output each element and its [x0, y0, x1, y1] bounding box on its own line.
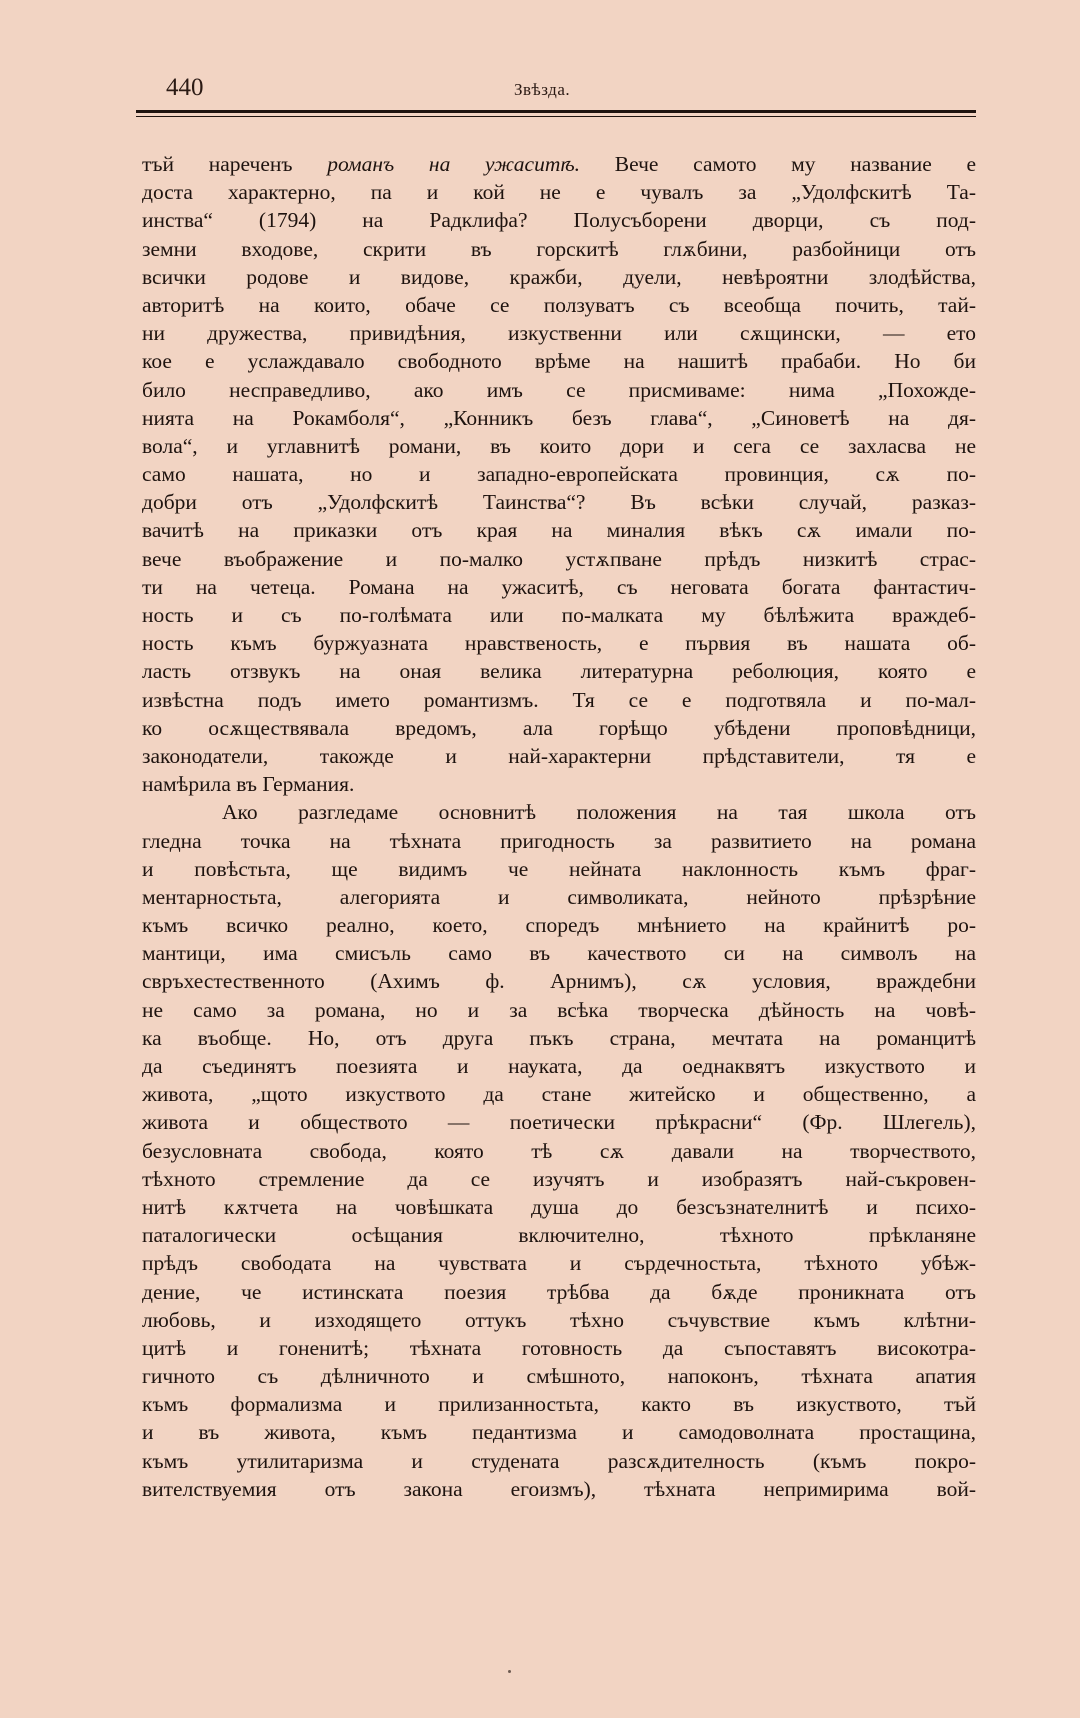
- text-line: паталогически осѣщания включително, тѣхното прѣкланяне: [142, 1223, 976, 1248]
- text-line: цитѣ и гоненитѣ; тѣхната готовность да съпоставятъ високотра-: [142, 1335, 976, 1360]
- text-line: гледна точка на тѣхната пригодность за развитието на романа: [142, 828, 976, 853]
- header-rule-thick: [136, 110, 976, 113]
- italic-term: романъ на ужаситѣ.: [327, 152, 581, 176]
- text-line: намѣрила въ Германия.: [142, 772, 355, 797]
- text-line: добри отъ „Удолфскитѣ Таинства“? Въ всѣки случай, разказ-: [142, 490, 976, 515]
- text-line: вачитѣ на приказки отъ края на миналия вѣкъ сѫ имали по-: [142, 518, 976, 543]
- paragraph-1: [142, 150, 976, 798]
- text-line: ласть отзвукъ на оная велика литературна реболюция, която е: [142, 659, 976, 684]
- text-line: да съединятъ поезията и науката, да оеднаквятъ изкуството и: [142, 1054, 976, 1078]
- text-line: било несправедливо, ако имъ се присмиваме: нима „Похожде-: [142, 377, 976, 402]
- text-line: и въ живота, къмъ педантизма и самодоволната простащина,: [142, 1420, 976, 1445]
- text-line: ность и съ по-голѣмата или по-малката му бѣлѣжита враждеб-: [142, 603, 976, 627]
- text-line: живота, „щото изкуството да стане житейско и общественно, а: [142, 1082, 976, 1107]
- text-line: ментарностьта, алегорията и символиката, нейното прѣзрѣние: [142, 884, 976, 909]
- text-line: ти на четеца. Романа на ужаситѣ, съ неговата богата фантастич-: [142, 574, 976, 599]
- text-line: инства“ (1794) на Радклифа? Полусъборени дворци, съ под-: [142, 208, 976, 233]
- text-line: къмъ утилитаризма и студената разсѫдителность (къмъ покро-: [142, 1448, 976, 1473]
- text-line: ность къмъ буржуазната нравственость, е първия въ нашата об-: [142, 631, 976, 656]
- text-line: ко осѫществявала вредомъ, ала горѣщо убѣдени проповѣдници,: [142, 715, 976, 740]
- text-line: доста характерно, па и кой не е чувалъ за „Удолфскитѣ Та-: [142, 180, 976, 205]
- header-rule-thin: [136, 116, 976, 117]
- text-line: тѣхното стремление да се изучятъ и изобразятъ най-съкровен-: [142, 1166, 976, 1191]
- text-line: свръхестественното (Ахимъ ф. Арнимъ), сѫ условия, враждебни: [142, 969, 976, 994]
- text-line: къмъ всичко реално, което, споредъ мнѣнието на крайнитѣ ро-: [142, 913, 976, 938]
- text-line: живота и обществото — поетически прѣкрасни“ (Фр. Шлегель),: [142, 1110, 976, 1135]
- page-header: [136, 72, 976, 106]
- text-line: не само за романа, но и за всѣка творческа дѣйность на човѣ-: [142, 997, 976, 1022]
- text-line: дение, че истинската поезия трѣбва да бѫде проникната отъ: [142, 1279, 976, 1304]
- text-line: законодатели, такожде и най-характерни прѣдставители, тя е: [142, 743, 976, 768]
- text-line: нията на Рокамболя“, „Конникъ безъ глава“, „Синоветѣ на дя-: [142, 405, 976, 430]
- running-title: Звѣзда.: [514, 80, 571, 99]
- text-line: вече въображение и по-малко устѫпване прѣдъ низкитѣ страс-: [142, 546, 976, 571]
- text-line: безусловната свобода, която тѣ сѫ давали на творчеството,: [142, 1138, 976, 1163]
- text-line: авторитѣ на които, обаче се ползуватъ съ всеобща почить, тай-: [142, 292, 976, 317]
- text-line: извѣстна подъ името романтизмъ. Тя се е подготвяла и по-мал-: [142, 687, 976, 712]
- text-line: прѣдъ свободата на чувствата и сърдечностьта, тѣхното убѣж-: [142, 1251, 976, 1276]
- text-line: и повѣстьта, ще видимъ че нейната наклонность къмъ фраг-: [142, 856, 976, 881]
- text-segment: Вече самото му название е: [580, 152, 977, 176]
- text-line: гичното съ дѣлничното и смѣшното, напоконъ, тѣхната апатия: [142, 1364, 976, 1389]
- text-line: мантици, има смисъль само въ качеството си на символъ на: [142, 941, 976, 966]
- text-line: Ако разгледаме основнитѣ положения на тая школа отъ: [222, 800, 976, 825]
- text-line: любовь, и изходящето оттукъ тѣхно съчувствие къмъ клѣтни-: [142, 1307, 976, 1332]
- text-line: кое е услаждавало свободното врѣме на нашитѣ прабаби. Но би: [142, 349, 976, 374]
- text-segment: тъй нареченъ: [142, 152, 328, 176]
- print-speck: [508, 1670, 511, 1673]
- text-line: къмъ формализма и прилизанностьта, както въ изкуството, тъй: [142, 1392, 976, 1417]
- text-line: [142, 150, 976, 178]
- text-line: всички родове и видове, кражби, дуели, невѣроятни злодѣйства,: [142, 264, 976, 289]
- text-line: вителствуемия отъ закона егоизмъ), тѣхната непримирима вой-: [142, 1476, 976, 1501]
- text-line: земни входове, скрити въ горскитѣ глѫбини, разбойници отъ: [142, 236, 976, 261]
- text-line: само нашата, но и западно-европейската провинция, сѫ по-: [142, 462, 976, 487]
- body-text: [142, 150, 976, 1503]
- text-line: ни дружества, привидѣния, изкуственни или сѫщински, — ето: [142, 321, 976, 346]
- paragraph-2: [142, 798, 976, 1503]
- text-line: вола“, и углавнитѣ романи, въ които дори и сега се захласва не: [142, 433, 976, 458]
- page-number: 440: [166, 74, 204, 101]
- text-line: ка въобще. Но, отъ друга пъкъ страна, мечтата на романцитѣ: [142, 1025, 976, 1050]
- text-line: нитѣ кѫтчета на човѣшката душа до безсъзнателнитѣ и психо-: [142, 1194, 976, 1219]
